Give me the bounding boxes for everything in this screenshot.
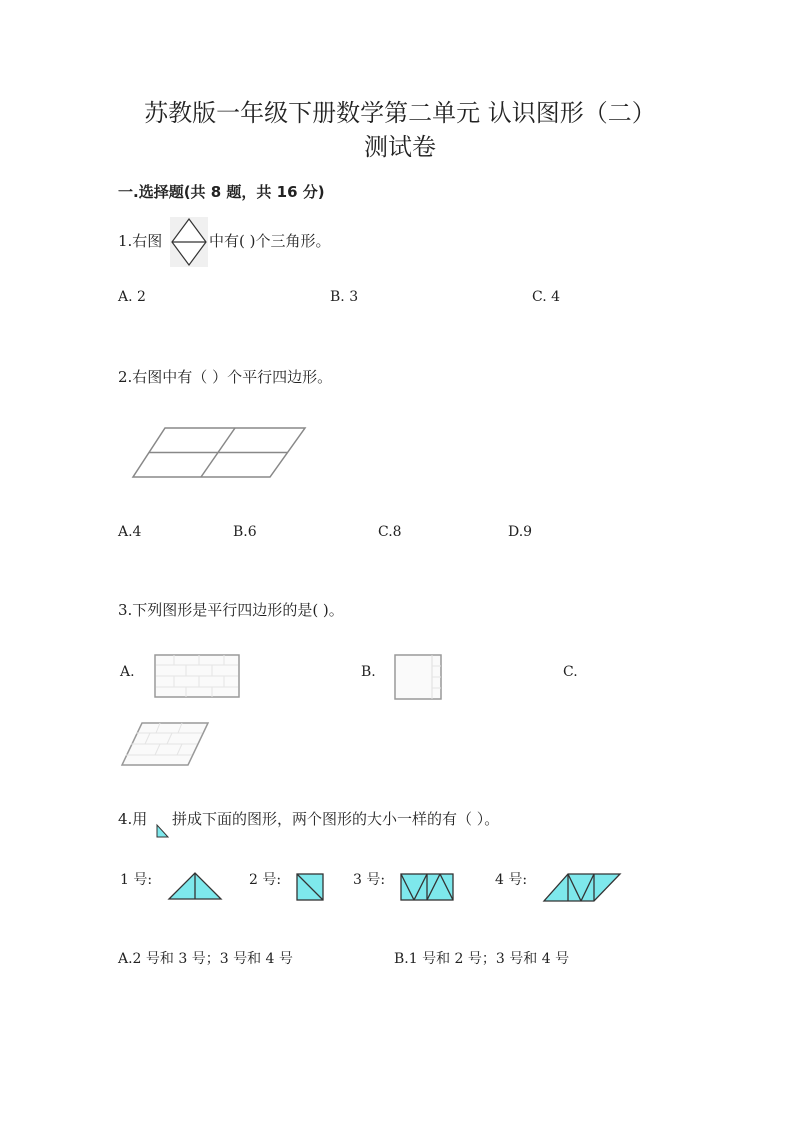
q4-option-b[interactable]: B.1 号和 2 号；3 号和 4 号 bbox=[394, 951, 570, 967]
q1-rhombus-figure bbox=[170, 217, 208, 267]
q4-figure-2-square bbox=[296, 873, 324, 901]
question-4-suffix: 拼成下面的图形，两个图形的大小一样的有（ ）。 bbox=[172, 810, 500, 828]
question-4-prefix: 4.用 bbox=[118, 810, 148, 828]
q4-option-a[interactable]: A.2 号和 3 号；3 号和 4 号 bbox=[118, 951, 293, 967]
question-2-text: 2.右图中有（ ）个平行四边形。 bbox=[118, 368, 333, 386]
q3-option-c[interactable]: C. bbox=[563, 664, 578, 680]
question-3-text: 3.下列图形是平行四边形的是( )。 bbox=[118, 601, 344, 619]
question-1-prefix: 1.右图 bbox=[118, 232, 163, 250]
q2-parallelogram-grid-figure bbox=[130, 425, 310, 480]
q3-square-figure bbox=[394, 654, 442, 700]
q4-figure-4-label: 4 号: bbox=[495, 872, 528, 888]
section-heading: 一.选择题(共 8 题，共 16 分) bbox=[118, 183, 325, 201]
q2-option-c[interactable]: C.8 bbox=[378, 524, 402, 540]
q1-option-a[interactable]: A. 2 bbox=[118, 289, 146, 305]
q4-figure-4-parallelogram bbox=[542, 873, 622, 903]
q1-option-c[interactable]: C. 4 bbox=[532, 289, 561, 305]
q4-small-triangle-tile-icon bbox=[155, 824, 169, 838]
q1-option-b[interactable]: B. 3 bbox=[330, 289, 359, 305]
page-subtitle: 测试卷 bbox=[364, 133, 436, 161]
q4-figure-1-label: 1 号: bbox=[120, 872, 153, 888]
q4-figure-3-rectangle bbox=[400, 873, 454, 901]
question-1-suffix: 中有( )个三角形。 bbox=[209, 232, 331, 250]
q4-figure-3-label: 3 号: bbox=[353, 872, 386, 888]
q4-figure-1-triangle bbox=[167, 871, 223, 901]
q3-parallelogram-figure bbox=[120, 721, 210, 767]
page-title: 苏教版一年级下册数学第二单元 认识图形（二） bbox=[144, 99, 656, 127]
q3-option-a[interactable]: A. bbox=[120, 664, 135, 680]
q4-figure-2-label: 2 号: bbox=[249, 872, 282, 888]
q2-option-d[interactable]: D.9 bbox=[508, 524, 533, 540]
q2-option-b[interactable]: B.6 bbox=[233, 524, 257, 540]
q2-option-a[interactable]: A.4 bbox=[118, 524, 142, 540]
q3-option-b[interactable]: B. bbox=[361, 664, 376, 680]
q3-rectangle-figure bbox=[154, 654, 240, 698]
